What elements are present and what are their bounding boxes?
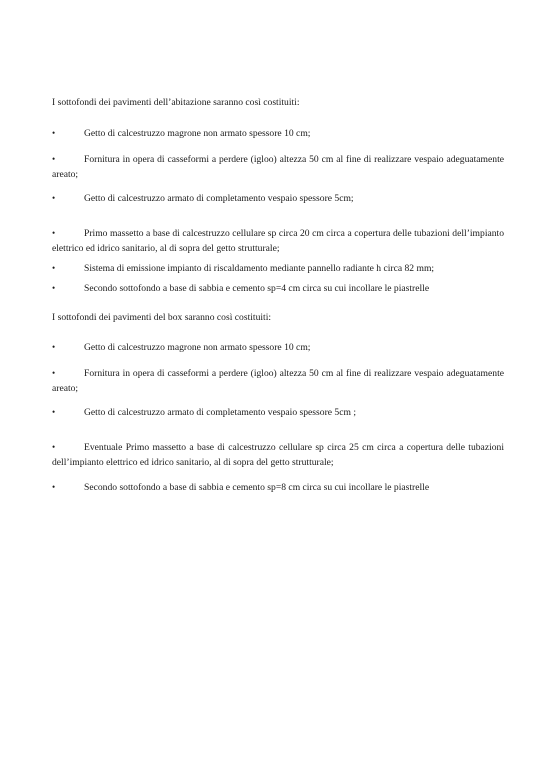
bullet-icon: • (52, 342, 56, 352)
list-item (52, 152, 504, 182)
list-item (52, 340, 504, 355)
bullet-icon: • (52, 482, 56, 492)
list-item (52, 191, 504, 206)
bullet-icon: • (52, 442, 56, 452)
list-item (52, 281, 504, 296)
list-item-text: Primo massetto a base di calcestruzzo cellulare sp circa 20 cm circa a copertura delle tubazioni dell’impianto elettrico ed idrico sanitario, al di sopra del getto strutturale; (52, 228, 504, 254)
list-item (52, 366, 504, 396)
list-item-text: Getto di calcestruzzo magrone non armato spessore 10 cm; (84, 342, 311, 353)
bullet-icon: • (52, 228, 56, 238)
list-item-text: Eventuale Primo massetto a base di calcestruzzo cellulare sp circa 25 cm circa a copertura delle tubazioni dell’impianto elettrico ed idrico sanitario, al di sopra del getto strutturale; (52, 442, 504, 468)
list-item-text: Secondo sottofondo a base di sabbia e cemento sp=4 cm circa su cui incollare le piastrelle (84, 283, 430, 294)
list-item-text: Getto di calcestruzzo magrone non armato spessore 10 cm; (84, 128, 311, 139)
list-item (52, 405, 504, 420)
list-item-text: Fornitura in opera di casseformi a perdere (igloo) altezza 50 cm al fine di realizzare vespaio adeguatamente areato; (52, 154, 504, 180)
list-item (52, 226, 504, 256)
list-item-text: Fornitura in opera di casseformi a perdere (igloo) altezza 50 cm al fine di realizzare vespaio adeguatamente areato; (52, 368, 504, 394)
bullet-icon: • (52, 154, 56, 164)
list-item (52, 440, 504, 470)
bullet-icon: • (52, 368, 56, 378)
list-item-text: Secondo sottofondo a base di sabbia e cemento sp=8 cm circa su cui incollare le piastrelle (84, 482, 430, 493)
list-item-text: Sistema di emissione impianto di riscaldamento mediante pannello radiante h circa 82 mm; (84, 263, 435, 274)
bullet-icon: • (52, 407, 56, 417)
list-item (52, 126, 504, 141)
list-item (52, 261, 504, 276)
list-item-text: Getto di calcestruzzo armato di completamento vespaio spessore 5cm ; (84, 407, 356, 418)
bullet-icon: • (52, 283, 56, 293)
section-heading-abitazione: I sottofondi dei pavimenti dell’abitazione saranno così costituiti: (52, 97, 300, 108)
bullet-icon: • (52, 263, 56, 273)
bullet-icon: • (52, 128, 56, 138)
bullet-icon: • (52, 193, 56, 203)
section-heading-box: I sottofondi dei pavimenti del box saranno così costituiti: (52, 312, 272, 323)
list-item (52, 480, 504, 495)
list-item-text: Getto di calcestruzzo armato di completamento vespaio spessore 5cm; (84, 193, 354, 204)
